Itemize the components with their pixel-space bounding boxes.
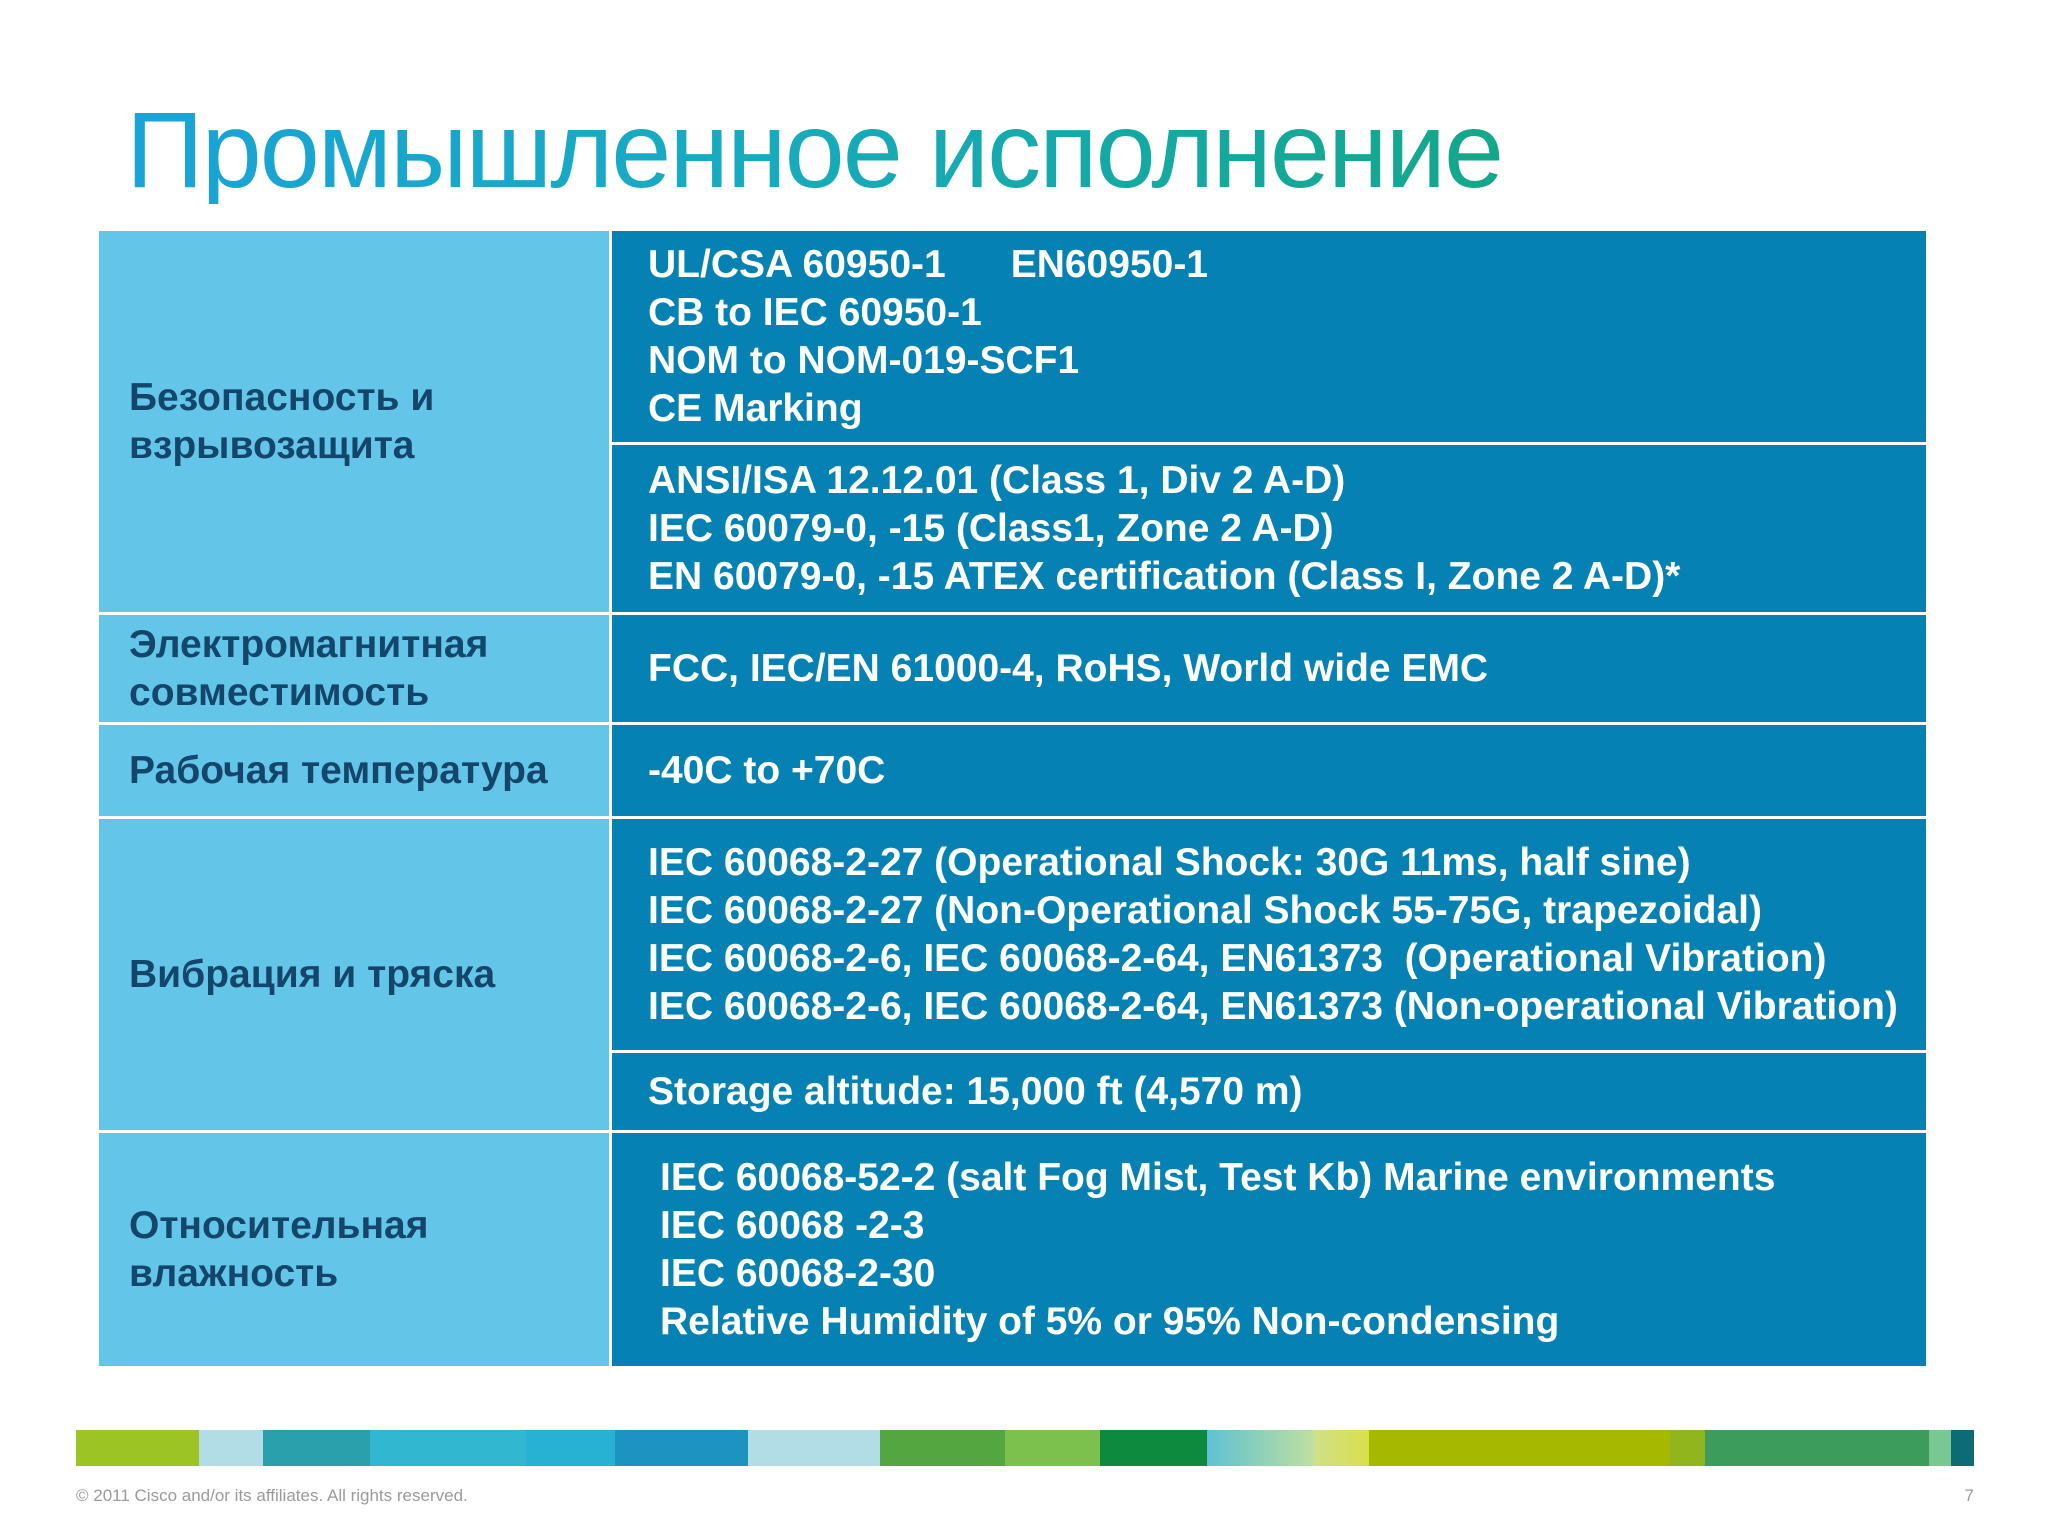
vibration-line: IEC 60068-2-6, IEC 60068-2-64, EN61373 (Non-operational Vibration) [648,984,1898,1028]
color-bar-segment [748,1430,880,1466]
cert-line: EN 60079-0, -15 ATEX certification (Class I, Zone 2 A-D)* [648,554,1681,598]
vibration-values-cell [611,818,1928,1052]
humidity-line: Relative Humidity of 5% or 95% Non-condensing [660,1299,1560,1343]
vibration-line: IEC 60068-2-6, IEC 60068-2-64, EN61373 (Operational Vibration) [648,936,1827,980]
color-bar-segment [615,1430,747,1466]
humidity-line: IEC 60068 -2-3 [660,1203,925,1247]
table-row [98,724,1928,818]
color-bar-segment [1929,1430,1950,1466]
cert-line: CB to IEC 60950-1 [648,290,982,334]
color-bar-segment [1369,1430,1671,1466]
vibration-line: IEC 60068-2-27 (Non-Operational Shock 55-75G, trapezoidal) [648,888,1762,932]
table-row [98,1132,1928,1368]
safety-certs-cell [611,230,1928,444]
cert-line: IEC 60079-0, -15 (Class1, Zone 2 A-D) [648,506,1334,550]
temp-value-cell [611,724,1928,818]
row-label: совместимость [129,670,430,714]
color-bar-segment [1207,1430,1314,1466]
cert-line: ANSI/ISA 12.12.01 (Class 1, Div 2 A-D) [648,458,1346,502]
temp-value: -40C to +70C [648,748,886,792]
emc-label-cell [98,614,611,724]
row-label: Электромагнитная [129,622,489,666]
row-label: взрывозащита [129,423,415,467]
color-bar-segment [1005,1430,1100,1466]
color-bar-segment [370,1430,526,1466]
hazloc-certs-cell [611,444,1928,614]
decorative-color-bar [76,1430,1974,1466]
copyright-text: © 2011 Cisco and/or its affiliates. All rights reserved. [76,1486,468,1505]
color-bar-segment [263,1430,370,1466]
cert-line: CE Marking [648,386,863,430]
temp-label-cell [98,724,611,818]
color-bar-segment [199,1430,263,1466]
humidity-values-cell [611,1132,1928,1368]
color-bar-segment [880,1430,1005,1466]
color-bar-segment [1705,1430,1929,1466]
color-bar-segment [1100,1430,1207,1466]
cert-line: NOM to NOM-019-SCF1 [648,338,1080,382]
safety-label-cell [98,230,611,614]
row-label: влажность [129,1251,339,1295]
emc-value-cell [611,614,1928,724]
altitude-value: Storage altitude: 15,000 ft (4,570 m) [648,1069,1303,1113]
altitude-value-cell [611,1052,1928,1132]
color-bar-segment [526,1430,616,1466]
table-row [98,230,1928,444]
emc-value: FCC, IEC/EN 61000-4, RoHS, World wide EMC [648,646,1489,690]
table-row [98,614,1928,724]
vibration-label-cell [98,818,611,1132]
row-label: Рабочая температура [129,748,548,792]
row-label: Вибрация и тряска [129,952,496,996]
humidity-label-cell [98,1132,611,1368]
vibration-line: IEC 60068-2-27 (Operational Shock: 30G 11ms, half sine) [648,840,1691,884]
humidity-line: IEC 60068-2-30 [660,1251,936,1295]
cert-line: UL/CSA 60950-1 EN60950-1 [648,242,1208,286]
spec-table [96,228,1929,1369]
color-bar-segment [1670,1430,1705,1466]
page-number: 7 [1964,1486,1974,1505]
table-row [98,818,1928,1052]
color-bar-segment [76,1430,199,1466]
slide-title: Промышленное исполнение [126,89,1503,210]
row-label: Безопасность и [129,375,435,419]
humidity-line: IEC 60068-52-2 (salt Fog Mist, Test Kb) Marine environments [660,1155,1776,1199]
color-bar-segment [1314,1430,1369,1466]
row-label: Относительная [129,1203,429,1247]
color-bar-segment [1951,1430,1974,1466]
